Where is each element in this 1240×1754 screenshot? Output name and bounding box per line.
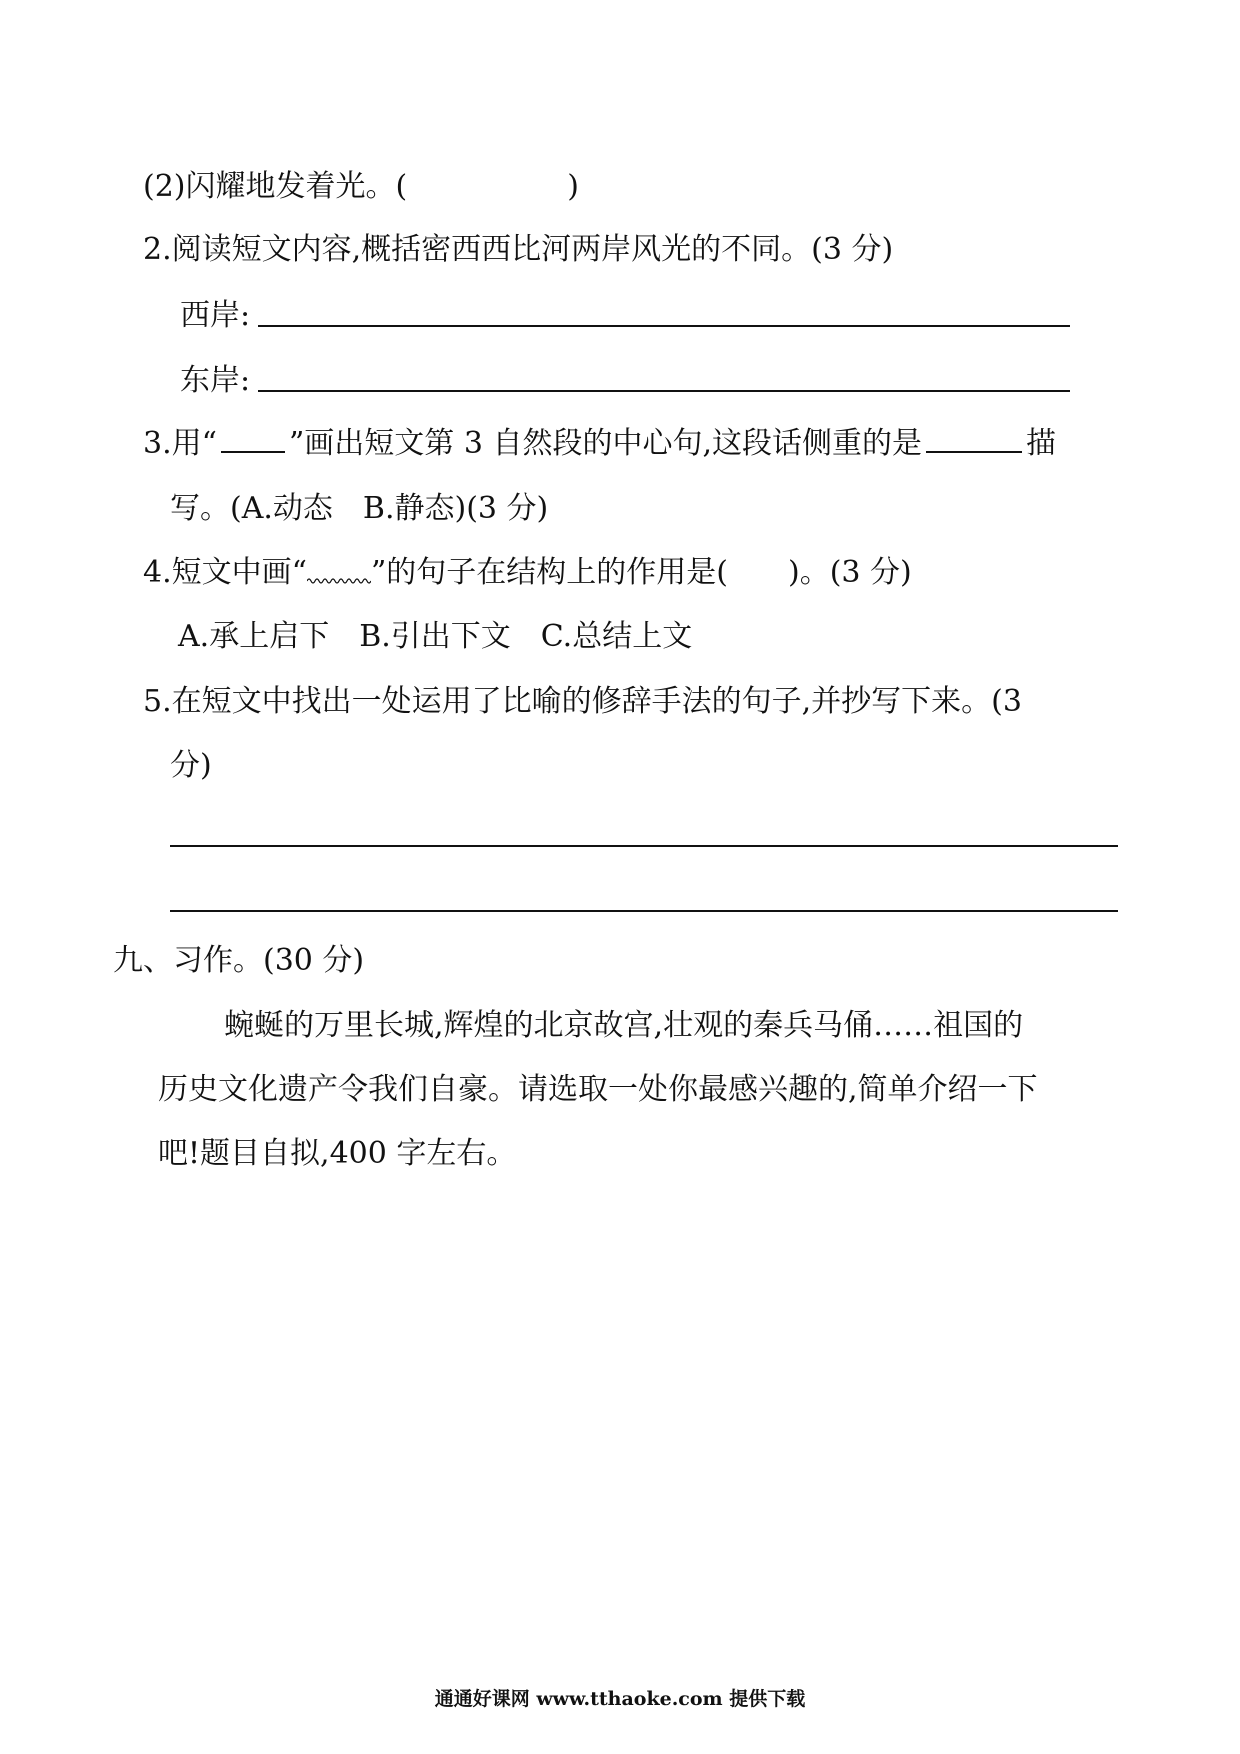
question-5-line1: 5.在短文中找出一处运用了比喻的修辞手法的句子,并抄写下来。(3	[143, 684, 1022, 719]
section-9-paragraph-line-2: 历史文化遗产令我们自豪。请选取一处你最感兴趣的,简单介绍一下	[158, 1072, 1038, 1107]
question-3-part3: 描	[1026, 426, 1057, 461]
straight-underline-sample	[221, 425, 285, 453]
section-9-paragraph-line-1: 蜿蜒的万里长城,辉煌的北京故宫,壮观的秦兵马俑……祖国的	[224, 1008, 1024, 1043]
question-3-part1: 3.用“	[143, 426, 217, 461]
west-bank-answer-line	[258, 325, 1070, 327]
question-1-2-close: )	[567, 169, 579, 204]
question-3-line2: 写。(A.动态 B.静态)(3 分)	[170, 491, 549, 526]
question-4-part1: 4.短文中画“	[143, 555, 307, 590]
question-4-options: A.承上启下 B.引出下文 C.总结上文	[178, 619, 693, 654]
question-5-answer-line-1	[170, 845, 1118, 847]
question-3	[143, 424, 1056, 464]
answer-blank	[926, 425, 1022, 453]
question-5-line2: 分)	[170, 748, 212, 783]
wavy-line-icon	[307, 576, 371, 586]
section-9-paragraph-line-3: 吧!题目自拟,400 字左右。	[158, 1136, 517, 1171]
question-3-part2: ”画出短文第 3 自然段的中心句,这段话侧重的是	[288, 426, 923, 461]
question-4-part2: ”的句子在结构上的作用是( )。(3 分)	[370, 555, 912, 590]
wavy-underline-sample	[307, 556, 371, 582]
question-1-2	[143, 167, 579, 207]
footer-source: 通通好课网 www.tthaoke.com 提供下载	[434, 1688, 806, 1710]
question-2-prompt: 2.阅读短文内容,概括密西西比河两岸风光的不同。(3 分)	[143, 232, 894, 267]
question-1-2-text: (2)闪耀地发着光。(	[143, 169, 408, 204]
east-bank-label: 东岸:	[180, 363, 251, 398]
section-9-title: 九、习作。(30 分)	[113, 943, 365, 978]
west-bank-label: 西岸:	[180, 298, 251, 333]
east-bank-answer-line	[258, 390, 1070, 392]
question-4	[143, 553, 912, 593]
question-5-answer-line-2	[170, 910, 1118, 912]
